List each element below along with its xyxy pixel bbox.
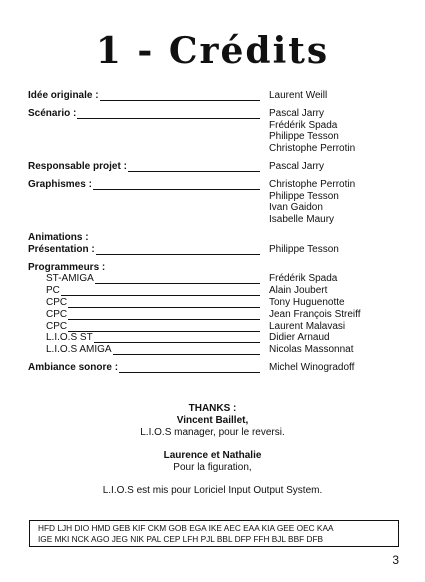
leader-line xyxy=(68,321,260,332)
code-line-1: HFD LJH DIO HMD GEB KIF CKM GOB EGA IKE AEC EAA KIA GEE OEC KAA xyxy=(38,523,334,533)
leader-line xyxy=(100,90,260,101)
leader-line xyxy=(119,362,260,373)
leader-line xyxy=(94,332,260,343)
credit-name: Didier Arnaud xyxy=(269,332,330,344)
thanks-person-vincent: Vincent Baillet, xyxy=(176,415,249,426)
credits-list xyxy=(28,90,418,374)
credit-row xyxy=(28,143,418,155)
credit-name: Nicolas Massonnat xyxy=(269,344,354,356)
credit-label: Responsable projet : xyxy=(28,160,127,172)
leader-line xyxy=(68,297,260,308)
credit-label: CPC xyxy=(46,296,68,308)
credit-row xyxy=(28,244,418,256)
credit-row xyxy=(28,179,418,191)
leader-line xyxy=(93,179,260,190)
code-line-2: IGE MKI NCK AGO JEG NIK PAL CEP LFH PJL BBL DFP FFH BJL BBF DFB xyxy=(38,534,324,544)
thanks-person-laurence: Laurence et Nathalie xyxy=(163,450,262,461)
credit-row xyxy=(28,362,418,374)
credit-label: L.I.O.S ST xyxy=(46,332,93,344)
credit-row xyxy=(28,344,418,356)
credit-label: Ambiance sonore : xyxy=(28,361,119,373)
credit-row xyxy=(28,202,418,214)
leader-line xyxy=(61,285,260,296)
credit-row xyxy=(28,262,418,274)
credit-name: Jean François Streiff xyxy=(269,308,361,320)
credit-name: Philippe Tesson xyxy=(269,190,339,202)
credit-row xyxy=(28,297,418,309)
credit-label: Programmeurs : xyxy=(28,261,106,273)
credit-name: Philippe Tesson xyxy=(269,131,339,143)
credit-row xyxy=(28,309,418,321)
credit-name: Philippe Tesson xyxy=(269,243,339,255)
credit-name: Alain Joubert xyxy=(269,285,328,297)
credit-row xyxy=(28,321,418,333)
credit-label: PC xyxy=(46,285,60,297)
credit-name: Frédérik Spada xyxy=(269,273,338,285)
credit-name: Pascal Jarry xyxy=(269,160,325,172)
credit-label: CPC xyxy=(46,308,68,320)
leader-line xyxy=(95,273,260,284)
credit-name: Christophe Perrotin xyxy=(269,143,356,155)
leader-line xyxy=(128,161,260,172)
credit-name: Laurent Malavasi xyxy=(269,320,346,332)
leader-line xyxy=(77,108,260,119)
credit-row xyxy=(28,108,418,120)
credit-row xyxy=(28,214,418,226)
leader-line xyxy=(96,244,260,255)
code-box xyxy=(29,520,399,547)
thanks-note-laurence: Pour la figuration, xyxy=(173,462,252,473)
leader-line xyxy=(68,309,260,320)
credit-label: Scénario : xyxy=(28,107,77,119)
thanks-heading: THANKS : xyxy=(188,403,237,414)
credit-row xyxy=(28,90,418,102)
thanks-section xyxy=(0,403,425,497)
leader-line xyxy=(113,344,260,355)
credit-row xyxy=(28,120,418,132)
credit-row xyxy=(28,285,418,297)
credit-name: Frédérik Spada xyxy=(269,119,338,131)
credit-name: Michel Winogradoff xyxy=(269,361,355,373)
credit-row xyxy=(28,191,418,203)
credit-label: CPC xyxy=(46,320,68,332)
credit-label: Animations : xyxy=(28,231,89,243)
credit-name: Laurent Weill xyxy=(269,90,328,101)
credit-row xyxy=(28,232,418,244)
credit-label: Graphismes : xyxy=(28,178,92,190)
credit-label: Idée originale : xyxy=(28,90,99,101)
credit-name: Ivan Gaidon xyxy=(269,202,323,214)
credit-name: Tony Huguenotte xyxy=(269,296,345,308)
credit-row xyxy=(28,332,418,344)
credit-row xyxy=(28,131,418,143)
page-title: 1 - Crédits xyxy=(95,30,330,72)
credit-row xyxy=(28,273,418,285)
credit-name: Isabelle Maury xyxy=(269,214,335,226)
page-number: 3 xyxy=(392,553,399,567)
credit-label: ST-AMIGA xyxy=(46,273,94,285)
credit-name: Christophe Perrotin xyxy=(269,178,356,190)
credit-row xyxy=(28,161,418,173)
lios-note: L.I.O.S est mis pour Loriciel Input Output System. xyxy=(102,485,323,496)
credit-name: Pascal Jarry xyxy=(269,107,325,119)
credit-label: Présentation : xyxy=(28,243,95,255)
credit-label: L.I.O.S AMIGA xyxy=(46,344,112,356)
thanks-note-vincent: L.I.O.S manager, pour le reversi. xyxy=(140,427,285,438)
